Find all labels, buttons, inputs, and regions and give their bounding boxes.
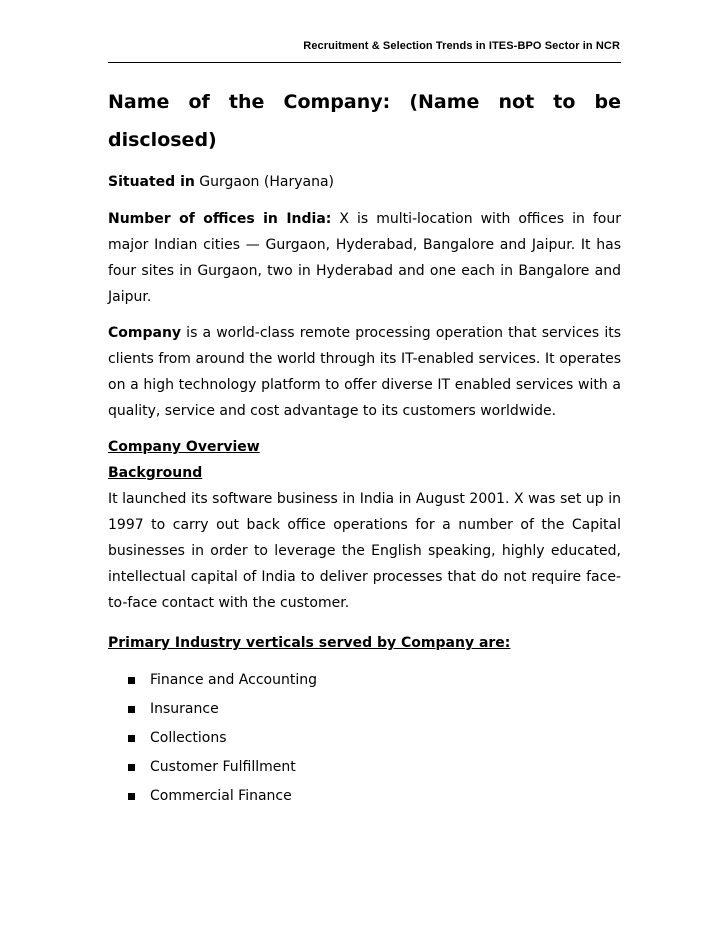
situated-label: Situated in — [108, 174, 195, 190]
list-item — [108, 782, 621, 811]
company-text: is a world-class remote processing operation that services its clients from around the world through its IT-enabled services. It operates on a high technology platform to offer diverse IT enabled services with a quality, service and cost advantage to its customers worldwide. — [108, 325, 621, 419]
verticals-list — [108, 666, 621, 811]
list-item-label: Commercial Finance — [150, 788, 292, 804]
list-item-label: Insurance — [150, 701, 219, 717]
header-rule — [108, 62, 621, 63]
background-title-text: Background — [108, 465, 203, 481]
list-item-label: Finance and Accounting — [150, 672, 317, 688]
list-item-label: Collections — [150, 730, 227, 746]
list-item — [108, 695, 621, 724]
list-item — [108, 666, 621, 695]
offices-paragraph — [108, 206, 621, 310]
overview-title — [108, 434, 621, 460]
list-item — [108, 724, 621, 753]
company-name-heading: Name of the Company: (Name not to be disclosed) — [108, 91, 621, 151]
situated-value: Gurgaon (Haryana) — [194, 174, 334, 190]
bullet-square-icon — [128, 764, 135, 771]
company-paragraph — [108, 320, 621, 424]
offices-label: Number of offices in India: — [108, 211, 332, 227]
offices-text: X is multi-location with offices in four major Indian cities — Gurgaon, Hyderabad, Bangalore and Jaipur. It has four sites in Gurgaon, two in Hyderabad and one each in Bangalore and Jaipur. — [108, 211, 621, 305]
bullet-square-icon — [128, 793, 135, 800]
overview-title-text: Company Overview — [108, 439, 260, 455]
bullet-square-icon — [128, 706, 135, 713]
background-paragraph: It launched its software business in India in August 2001. X was set up in 1997 to carry out back office operations for a number of the Capital businesses in order to leverage the English speaking, highly educated, intellectual capital of India to deliver processes that do not require face-to-face contact with the customer. — [108, 491, 621, 611]
background-title — [108, 460, 621, 486]
situated-paragraph — [108, 169, 621, 195]
company-label: Company — [108, 325, 182, 341]
list-item-label: Customer Fulfillment — [150, 759, 296, 775]
bullet-square-icon — [128, 677, 135, 684]
bullet-square-icon — [128, 735, 135, 742]
running-header: Recruitment & Selection Trends in ITES-BPO Sector in NCR — [303, 40, 620, 52]
verticals-title-text: Primary Industry verticals served by Company are: — [108, 635, 511, 651]
verticals-title — [108, 630, 621, 656]
document-body — [108, 83, 621, 811]
list-item — [108, 753, 621, 782]
